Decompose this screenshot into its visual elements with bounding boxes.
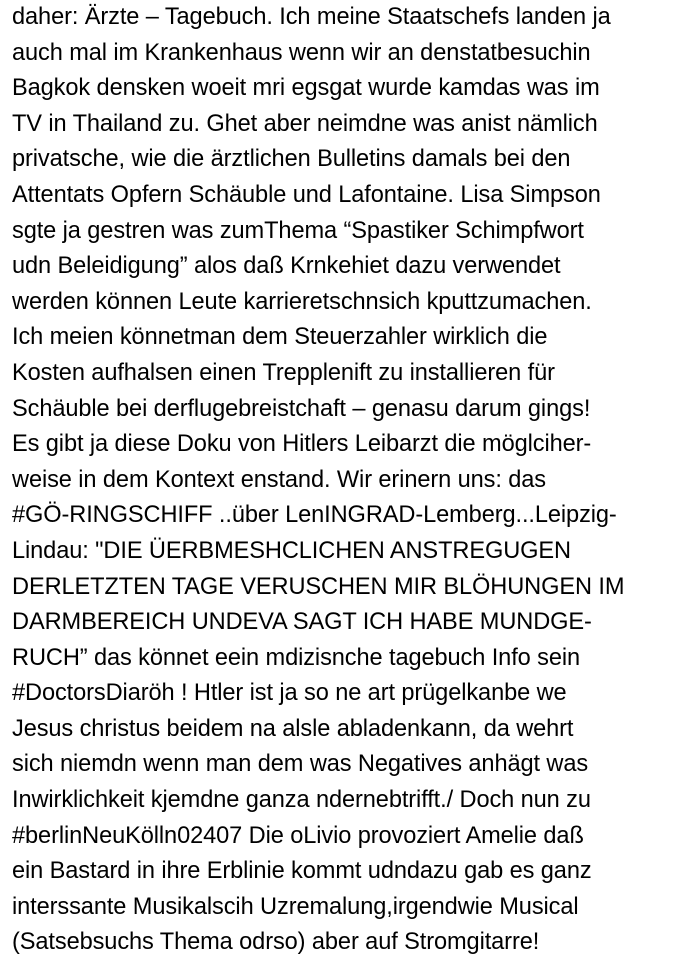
text-line: werden können Leute karrieretschnsich kputtzumachen. [12, 288, 592, 315]
text-line: Lindau: "DIE ÜERBMESHCLICHEN ANSTREGUGEN [12, 537, 571, 564]
text-line: #DoctorsDiaröh ! Htler ist ja so ne art prügelkanbe we [12, 680, 567, 707]
text-line: #berlinNeuKölln02407 Die oLivio provoziert Amelie daß [12, 822, 584, 849]
text-line: auch mal im Krankenhaus wenn wir an denstatbesuchin [12, 39, 591, 66]
text-line: daher: Ärzte – Tagebuch. Ich meine Staatschefs landen ja [12, 4, 611, 30]
text-line: (Satsebsuchs Thema odrso) aber auf Stromgitarre! [12, 929, 540, 956]
text-line: #GÖ-RINGSCHIFF ..über LenINGRAD-Lemberg...Leipzig- [12, 502, 617, 529]
text-line: sich niemdn wenn man dem was Negatives anhägt was [12, 751, 589, 778]
text-line: DERLETZTEN TAGE VERUSCHEN MIR BLÖHUNGEN IM [12, 573, 625, 600]
text-line: Attentats Opfern Schäuble und Lafontaine. Lisa Simpson [12, 181, 601, 208]
text-line: privatsche, wie die ärztlichen Bulletins damals bei den [12, 146, 571, 173]
text-line: weise in dem Kontext enstand. Wir erinern uns: das [12, 466, 546, 493]
text-line: Es gibt ja diese Doku von Hitlers Leibarzt die möglciher- [12, 431, 592, 458]
text-line: TV in Thailand zu. Ghet aber neimdne was anist nämlich [12, 110, 598, 137]
text-line: Kosten aufhalsen einen Trepplenift zu installieren für [12, 359, 555, 386]
text-line: Bagkok densken woeit mri egsgat wurde kamdas was im [12, 75, 600, 102]
text-line: Schäuble bei derflugebreistchaft – genasu darum gings! [12, 395, 591, 422]
text-line: udn Beleidigung” alos daß Krnkehiet dazu verwendet [12, 253, 561, 280]
text-line: Ich meien könnetman dem Steuerzahler wirklich die [12, 324, 548, 351]
text-line: RUCH” das könnet eein mdizisnche tagebuch Info sein [12, 644, 581, 671]
text-line: ein Bastard in ihre Erblinie kommt udndazu gab es ganz [12, 858, 592, 885]
text-line: interssante Musikalscih Uzremalung,irgendwie Musical [12, 893, 579, 920]
text-line: sgte ja gestren was zumThema “Spastiker Schimpfwort [12, 217, 584, 244]
text-line: Jesus christus beidem na alsle abladenkann, da wehrt [12, 715, 574, 742]
document-text [12, 0, 680, 961]
text-line: DARMBEREICH UNDEVA SAGT ICH HABE MUNDGE- [12, 609, 592, 636]
text-line: Inwirklichkeit kjemdne ganza ndernebtrifft./ Doch nun zu [12, 787, 591, 814]
